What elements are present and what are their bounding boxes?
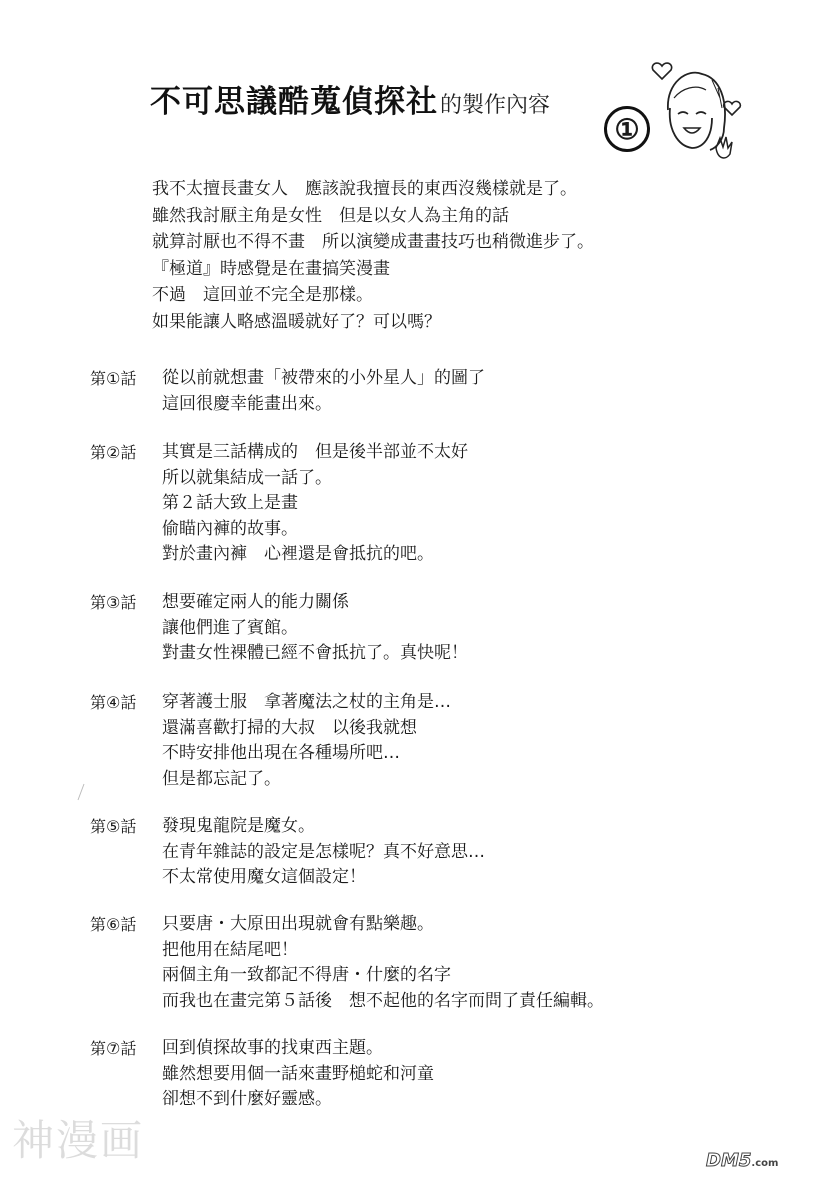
chapter-label: 第⑤話 — [90, 817, 137, 836]
chapter-text — [162, 912, 604, 1014]
chapter-line: 但是都忘記了。 — [162, 768, 281, 789]
chapter-line: 兩個主角一致都記不得唐・什麼的名字 — [162, 965, 451, 985]
chapter-line: 而我也在畫完第５話後 想不起他的名字而問了責任編輯。 — [162, 990, 604, 1011]
chapter-line: 只要唐・大原田出現就會有點樂趣。 — [162, 914, 434, 934]
chapter-line: 對於畫內褲 心裡還是會抵抗的吧。 — [162, 544, 434, 564]
chapter-label: 第⑥話 — [90, 915, 137, 934]
title-main: 不可思議酷蒐偵探社 — [150, 84, 438, 120]
chapter-line: 偷瞄內褲的故事。 — [162, 518, 298, 539]
chapter-line: 穿著護士服 拿著魔法之杖的主角是… — [162, 692, 451, 712]
chapter-line: 所以就集結成一話了。 — [162, 467, 332, 488]
chapter-text — [162, 440, 468, 568]
chapter-line: 回到偵探故事的找東西主題。 — [162, 1038, 383, 1058]
chapter-line: 其實是三話構成的 但是後半部並不太好 — [162, 442, 468, 462]
chapter-line: 從以前就想畫「被帶來的小外星人」的圖了 — [162, 368, 485, 388]
chapter-text — [162, 690, 451, 792]
site-logo-name: DM5 — [706, 1150, 752, 1171]
author-sketch-icon — [640, 48, 750, 168]
chapter-line: 不太常使用魔女這個設定！ — [162, 867, 366, 887]
chapter-line: 第２話大致上是畫 — [162, 493, 298, 513]
intro-line: 我不太擅長畫女人 應該說我擅長的東西沒幾樣就是了。 — [152, 179, 577, 199]
chapter-text — [162, 590, 468, 667]
chapter-line: 雖然想要用個一話來畫野槌蛇和河童 — [162, 1063, 434, 1084]
chapter-line: 發現鬼龍院是魔女。 — [162, 816, 315, 836]
intro-line: 雖然我討厭主角是女性 但是以女人為主角的話 — [152, 205, 509, 226]
intro-line: 不過 這回並不完全是那樣。 — [152, 285, 373, 305]
chapter-label: 第③話 — [90, 593, 137, 612]
chapter-line: 想要確定兩人的能力關係 — [162, 592, 349, 612]
chapter-line: 卻想不到什麼好靈感。 — [162, 1089, 332, 1109]
pencil-mark-icon — [76, 782, 86, 802]
title-sub: 的製作內容 — [440, 93, 551, 118]
site-logo-suffix: .com — [751, 1158, 779, 1169]
chapter-line: 在青年雜誌的設定是怎樣呢？真不好意思… — [162, 841, 485, 862]
chapter-line: 還滿喜歡打掃的大叔 以後我就想 — [162, 717, 417, 738]
chapter-label: 第④話 — [90, 693, 137, 712]
page-title — [150, 76, 550, 121]
intro-line: 『極道』時感覺是在畫搞笑漫畫 — [152, 258, 390, 279]
chapter-text — [162, 366, 485, 417]
watermark-text: 神漫画 — [12, 1116, 145, 1165]
chapter-label: 第②話 — [90, 443, 137, 462]
chapter-line: 把他用在結尾吧！ — [162, 939, 298, 960]
chapter-label: 第⑦話 — [90, 1039, 137, 1058]
chapter-label: 第①話 — [90, 369, 137, 388]
intro-line: 如果能讓人略感溫暖就好了？可以嗎？ — [152, 311, 441, 332]
chapter-text — [162, 814, 485, 891]
intro-line: 就算討厭也不得不畫 所以演變成畫畫技巧也稍微進步了。 — [152, 232, 594, 252]
chapter-line: 讓他們進了賓館。 — [162, 617, 298, 638]
site-logo — [706, 1150, 778, 1171]
chapter-text — [162, 1036, 434, 1113]
intro-paragraph — [152, 176, 594, 335]
volume-number: ① — [604, 106, 650, 152]
chapter-line: 不時安排他出現在各種場所吧… — [162, 743, 400, 763]
chapter-line: 對畫女性裸體已經不會抵抗了。真快呢！ — [162, 643, 468, 663]
chapter-line: 這回很慶幸能畫出來。 — [162, 393, 332, 414]
